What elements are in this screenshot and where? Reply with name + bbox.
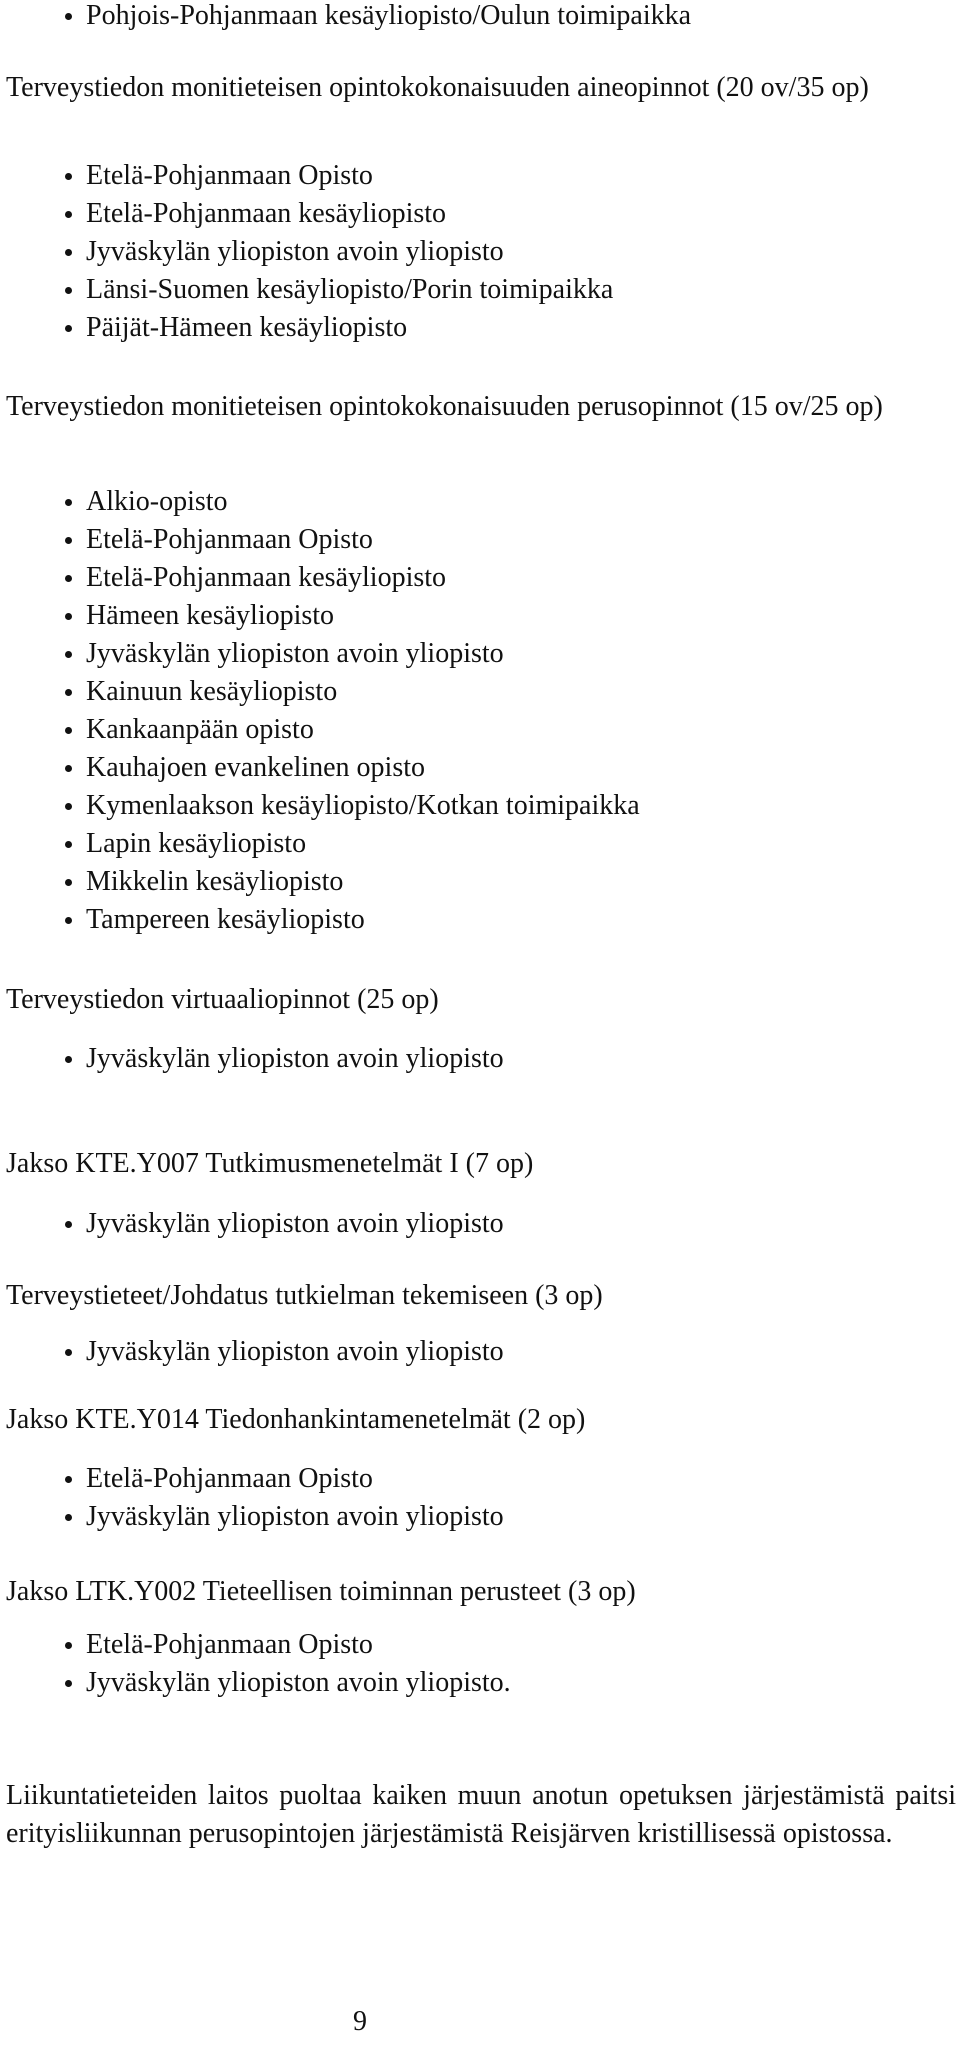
- list-item: [6, 271, 956, 309]
- bullet-icon: [65, 841, 72, 848]
- section-heading: Terveystiedon monitieteisen opintokokonaisuuden perusopinnot (15 ov/25 op): [6, 391, 883, 422]
- list-item-text: Etelä-Pohjanmaan Opisto: [86, 524, 373, 555]
- bullet-icon: [65, 1056, 72, 1063]
- bullet-icon: [65, 249, 72, 256]
- list-item: [6, 825, 956, 863]
- list-item: [6, 195, 956, 233]
- section-aineopinnot-list: [6, 157, 956, 347]
- list-item-text: Kymenlaakson kesäyliopisto/Kotkan toimipaikka: [86, 790, 640, 821]
- section-heading: Terveystieteet/Johdatus tutkielman tekemiseen (3 op): [6, 1280, 603, 1311]
- bullet-icon: [65, 1514, 72, 1521]
- page-number: 9: [353, 2006, 367, 2037]
- list-item: [6, 309, 956, 347]
- bullet-icon: [65, 765, 72, 772]
- list-item: [6, 711, 956, 749]
- closing-paragraph-block: [6, 1777, 956, 1853]
- list-item-text: Pohjois-Pohjanmaan kesäyliopisto/Oulun toimipaikka: [86, 0, 692, 31]
- section-ltk-y002-list: [6, 1626, 956, 1702]
- list-item-text: Jyväskylän yliopiston avoin yliopisto: [86, 1501, 504, 1532]
- list-item-text: Jyväskylän yliopiston avoin yliopisto: [86, 1336, 504, 1367]
- list-item: [6, 1460, 956, 1498]
- section-heading: Jakso KTE.Y014 Tiedonhankintamenetelmät (2 op): [6, 1404, 586, 1435]
- list-item-text: Kauhajoen evankelinen opisto: [86, 752, 426, 783]
- list-item-text: Jyväskylän yliopiston avoin yliopisto.: [86, 1667, 511, 1698]
- list-item-text: Jyväskylän yliopiston avoin yliopisto: [86, 236, 504, 267]
- section-ltk-y002: [6, 1572, 956, 1612]
- section-heading: Terveystiedon virtuaaliopinnot (25 op): [6, 984, 439, 1015]
- list-item: [6, 1626, 956, 1664]
- list-item-text: Mikkelin kesäyliopisto: [86, 866, 344, 897]
- bullet-list: [6, 1205, 956, 1243]
- list-item-text: Jyväskylän yliopiston avoin yliopisto: [86, 638, 504, 669]
- list-item: [6, 749, 956, 787]
- list-item: [6, 1205, 956, 1243]
- list-item-text: Etelä-Pohjanmaan kesäyliopisto: [86, 562, 447, 593]
- section-kte-y007-list: [6, 1205, 956, 1243]
- bullet-list: [6, 157, 956, 347]
- list-item: [6, 1040, 956, 1078]
- list-item-text: Alkio-opisto: [86, 486, 228, 517]
- list-item: [6, 157, 956, 195]
- list-item-text: Etelä-Pohjanmaan Opisto: [86, 1463, 373, 1494]
- list-item-text: Jyväskylän yliopiston avoin yliopisto: [86, 1043, 504, 1074]
- bullet-icon: [65, 727, 72, 734]
- bullet-icon: [65, 537, 72, 544]
- list-item-text: Länsi-Suomen kesäyliopisto/Porin toimipaikka: [86, 274, 614, 305]
- section-virtuaaliopinnot-list: [6, 1040, 956, 1078]
- section-johdatus-tutkielman-list: [6, 1333, 956, 1371]
- list-item-text: Etelä-Pohjanmaan Opisto: [86, 1629, 373, 1660]
- section-kte-y014: [6, 1400, 956, 1440]
- closing-paragraph: Liikuntatieteiden laitos puoltaa kaiken muun anotun opetuksen järjestämistä paitsi erityisliikunnan perusopintojen järjestämistä Reisjärven kristillisessä opistossa.: [6, 1780, 956, 1849]
- list-item-text: Hämeen kesäyliopisto: [86, 600, 335, 631]
- bullet-icon: [65, 575, 72, 582]
- list-item-text: Jyväskylän yliopiston avoin yliopisto: [86, 1208, 504, 1239]
- bullet-list: [6, 1626, 956, 1702]
- list-item: [6, 1333, 956, 1371]
- list-item: [6, 1664, 956, 1702]
- section-heading: Terveystiedon monitieteisen opintokokonaisuuden aineopinnot (20 ov/35 op): [6, 72, 869, 103]
- bullet-icon: [65, 173, 72, 180]
- bullet-icon: [65, 499, 72, 506]
- bullet-list: [6, 1040, 956, 1078]
- list-item: [6, 1498, 956, 1536]
- list-item: [6, 901, 956, 939]
- list-item-text: Kankaanpään opisto: [86, 714, 314, 745]
- bullet-icon: [65, 13, 72, 20]
- list-item-text: Etelä-Pohjanmaan kesäyliopisto: [86, 198, 447, 229]
- section-johdatus-tutkielman: [6, 1276, 956, 1316]
- bullet-list: [6, 0, 956, 35]
- bullet-icon: [65, 1476, 72, 1483]
- section-heading: Jakso LTK.Y002 Tieteellisen toiminnan perusteet (3 op): [6, 1576, 636, 1607]
- bullet-list: [6, 483, 956, 939]
- bullet-icon: [65, 689, 72, 696]
- bullet-icon: [65, 651, 72, 658]
- list-item: [6, 863, 956, 901]
- section-kte-y014-list: [6, 1460, 956, 1536]
- bullet-icon: [65, 287, 72, 294]
- bullet-icon: [65, 211, 72, 218]
- bullet-icon: [65, 1680, 72, 1687]
- list-item: [6, 635, 956, 673]
- section-perusopinnot: [6, 387, 954, 427]
- list-item: [6, 787, 956, 825]
- bullet-icon: [65, 879, 72, 886]
- bullet-icon: [65, 1642, 72, 1649]
- section-perusopinnot-list: [6, 483, 956, 939]
- list-item-text: Päijät-Hämeen kesäyliopisto: [86, 312, 408, 343]
- list-item: [6, 521, 956, 559]
- section-virtuaaliopinnot: [6, 980, 956, 1020]
- bullet-list: [6, 1333, 956, 1371]
- bullet-icon: [65, 917, 72, 924]
- bullet-icon: [65, 803, 72, 810]
- list-item: [6, 597, 956, 635]
- list-item-text: Lapin kesäyliopisto: [86, 828, 307, 859]
- list-continuation: [6, 0, 956, 35]
- bullet-icon: [65, 325, 72, 332]
- list-item: [6, 233, 956, 271]
- list-item: [6, 483, 956, 521]
- bullet-list: [6, 1460, 956, 1536]
- bullet-icon: [65, 1349, 72, 1356]
- bullet-icon: [65, 613, 72, 620]
- bullet-icon: [65, 1221, 72, 1228]
- list-item: [6, 673, 956, 711]
- section-aineopinnot: [6, 68, 954, 108]
- list-item: [6, 559, 956, 597]
- section-heading: Jakso KTE.Y007 Tutkimusmenetelmät I (7 op): [6, 1148, 534, 1179]
- section-kte-y007: [6, 1144, 956, 1184]
- list-item-text: Etelä-Pohjanmaan Opisto: [86, 160, 373, 191]
- list-item: [6, 0, 956, 35]
- list-item-text: Tampereen kesäyliopisto: [86, 904, 365, 935]
- list-item-text: Kainuun kesäyliopisto: [86, 676, 338, 707]
